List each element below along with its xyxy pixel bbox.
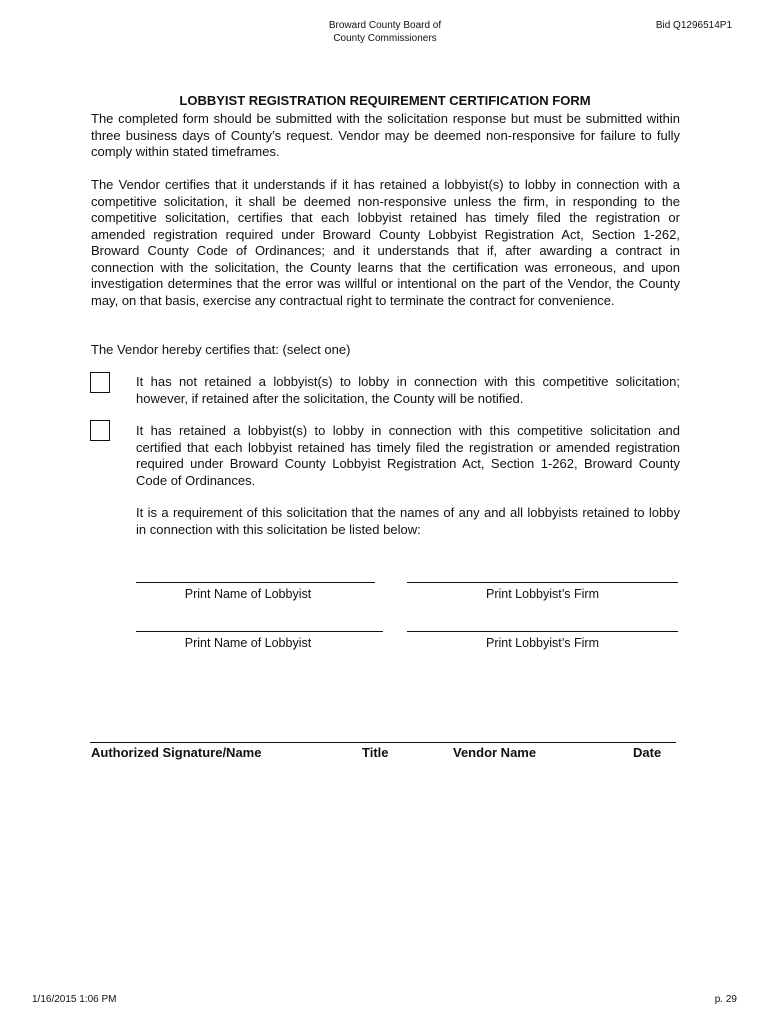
lobbyist-firm-label-1: Print Lobbyist’s Firm [486,587,599,601]
vendor-name-label: Vendor Name [453,745,537,760]
lobbyist-name-label-1: Print Name of Lobbyist [184,587,312,601]
lobbyist-name-line-2[interactable] [136,631,383,632]
lobbyist-name-label-2: Print Name of Lobbyist [184,636,312,650]
signature-line[interactable] [90,742,676,743]
lobbyist-firm-line-2[interactable] [407,631,678,632]
lobbyist-firm-label-2: Print Lobbyist’s Firm [486,636,599,650]
org-name-line2: County Commissioners [333,33,437,44]
certification-paragraph: The Vendor certifies that it understands if it has retained a lobbyist(s) to lobby in connection with a competitive solicitation, it shall be deemed non-responsive unless the firm, in responding to the competitive solicitation, certifies that each lobbyist retained has timely filed the registration or amended registration required under Broward County Lobbyist Registration Act, Section 1-262, Broward County Code of Ordinances; and it understands that if, after awarding a contract in connection with the solicitation, the County learns that the certification was erroneous, and upon investigation determines that the error was willful or intentional on the part of the Vendor, the County may, on that basis, exercise any contractual right to terminate the contract for convenience. [91,177,680,308]
org-name-line1: Broward County Board of [328,20,442,31]
select-prompt: The Vendor hereby certifies that: (select one) [91,342,351,357]
lobbyist-name-line-1[interactable] [136,582,375,583]
retained-checkbox[interactable] [90,420,110,441]
requirement-paragraph: It is a requirement of this solicitation that the names of any and all lobbyists retained to lobby in connection with this solicitation be listed below: [136,505,680,537]
org-header [285,19,485,45]
page-number: p. 29 [714,994,737,1005]
option-retained-text: It has retained a lobbyist(s) to lobby in connection with this competitive solicitation and certified that each lobbyist retained has timely filed the registration or amended registration required under Broward County Lobbyist Registration Act, Section 1-262, Broward County Code of Ordinances. [136,423,680,488]
intro-paragraph: The completed form should be submitted with the solicitation response but must be submitted within three business days of County’s request. Vendor may be deemed non-responsive for failure to fully comply within stated timeframes. [91,111,680,159]
option-not-retained-text: It has not retained a lobbyist(s) to lobby in connection with this competitive solicitation; however, if retained after the solicitation, the County will be notified. [136,374,680,406]
signature-label: Authorized Signature/Name [91,745,262,760]
form-title: LOBBYIST REGISTRATION REQUIREMENT CERTIFICATION FORM [179,93,591,108]
footer-timestamp: 1/16/2015 1:06 PM [32,994,117,1005]
date-label: Date [633,745,662,760]
lobbyist-firm-line-1[interactable] [407,582,678,583]
not-retained-checkbox[interactable] [90,372,110,393]
title-label: Title [362,745,389,760]
bid-number: Bid Q1296514P1 [655,20,732,31]
